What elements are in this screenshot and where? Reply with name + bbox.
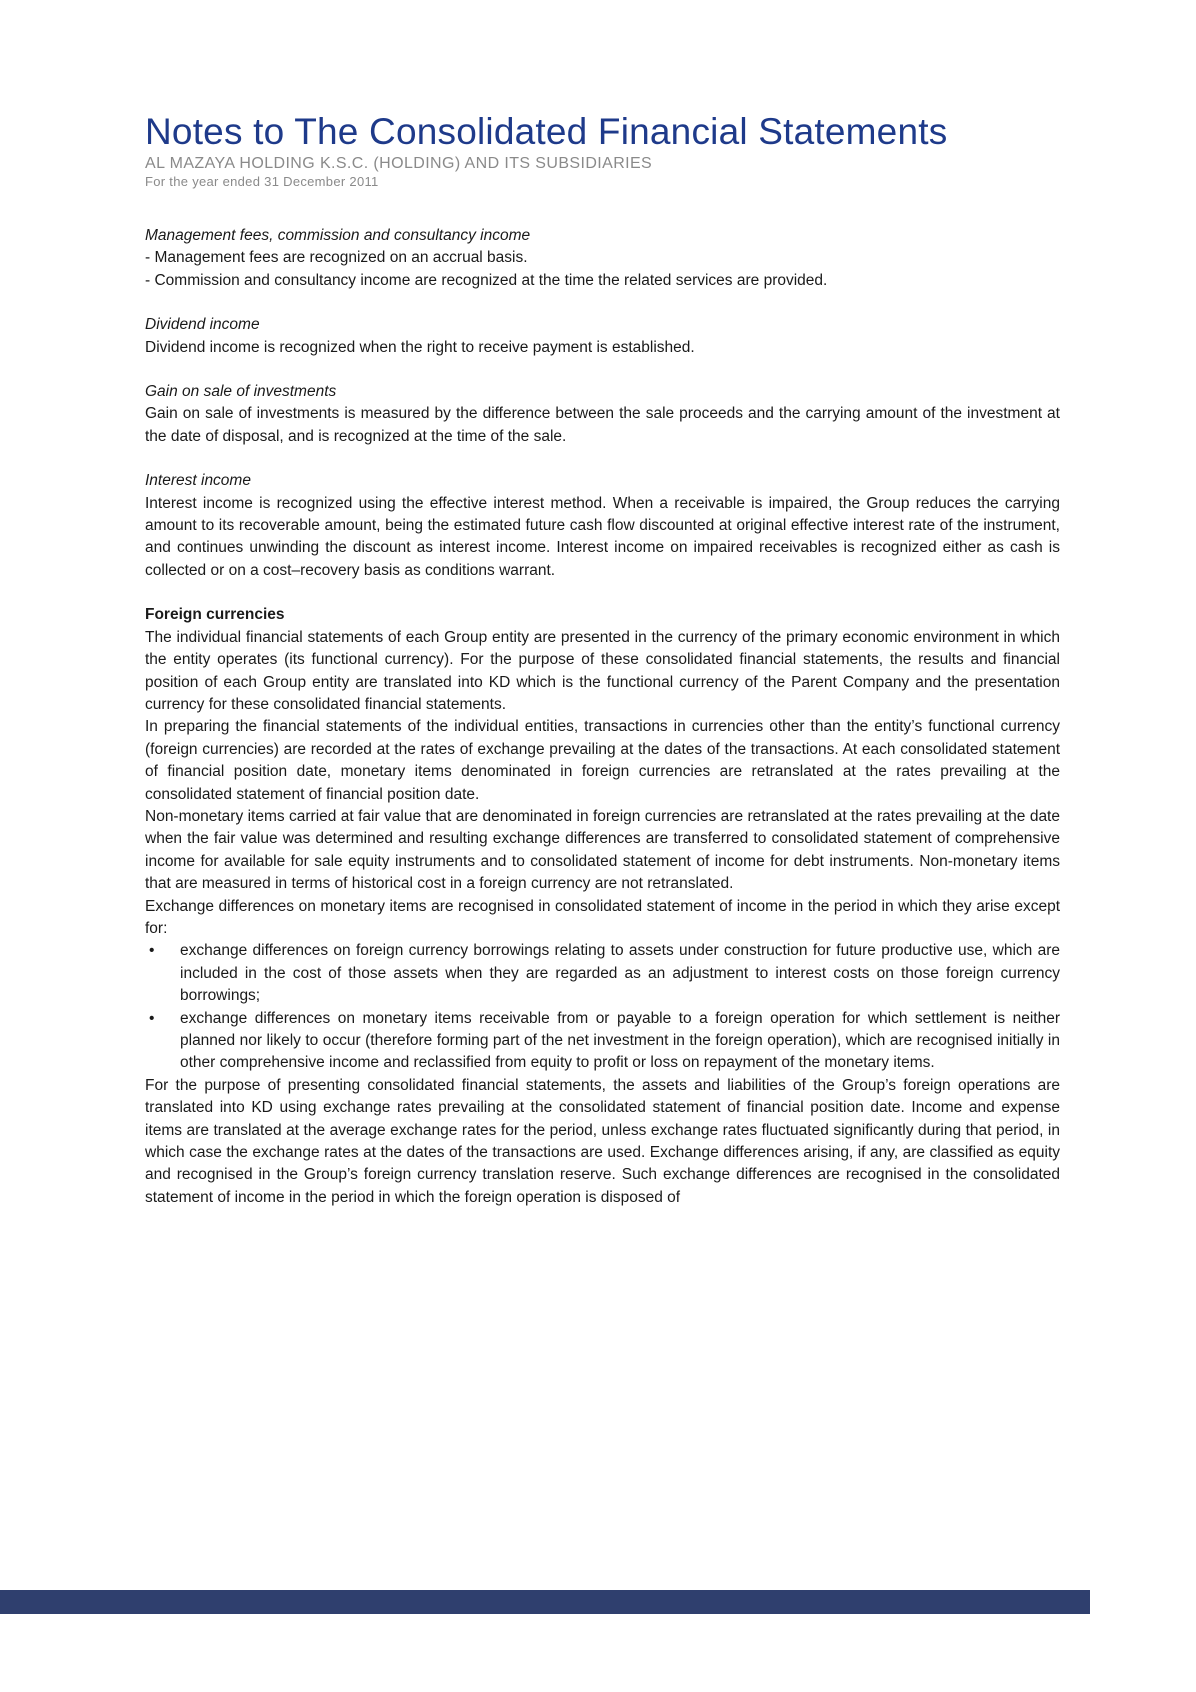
bullet-icon: • [149, 1009, 155, 1027]
reporting-period: For the year ended 31 December 2011 [145, 174, 379, 189]
paragraph: The individual financial statements of each Group entity are presented in the currency of the primary economic environment in which the entity operates (its functional currency). For the purpose of these consolidated financial statements, the results and financial position of each Group entity are translated into KD which is the functional currency of the Parent Company and the presentation currency for these consolidated financial statements. [145, 628, 1060, 713]
section-heading: Interest income [145, 472, 251, 490]
paragraph: In preparing the financial statements of the individual entities, transactions in currencies other than the entity’s functional currency (foreign currencies) are recorded at the rates of exchange prevailing at the dates of the transactions. At each consolidated statement of financial position date, monetary items denominated in foreign currencies are retranslated at the rates prevailing at the consolidated statement of financial position date. [145, 718, 1060, 803]
paragraph: Exchange differences on monetary items are recognised in consolidated statement of income in the period in which they arise except for: [145, 897, 1060, 937]
bullet-list [145, 940, 1060, 1074]
paragraph: Interest income is recognized using the effective interest method. When a receivable is impaired, the Group reduces the carrying amount to its recoverable amount, being the estimated future cash flow discounted at original effective interest rate of the instrument, and continues unwinding the discount as interest income. Interest income on impaired receivables is recognized either as cash is collected or on a cost–recovery basis as conditions warrant. [145, 494, 1060, 579]
section-gain-on-sale [145, 381, 1060, 448]
list-item-text: exchange differences on foreign currency borrowings relating to assets under construction for future productive use, which are included in the cost of those assets when they are regarded as an adjustment to interest costs on those foreign currency borrowings; [180, 942, 1060, 1005]
page-title: Notes to The Consolidated Financial Statements [145, 111, 948, 152]
section-management-fees [145, 225, 1060, 292]
paragraph: For the purpose of presenting consolidated financial statements, the assets and liabilities of the Group’s foreign operations are translated into KD using exchange rates prevailing at the consolidated statement of financial position date. Income and expense items are translated at the average exchange rates for the period, unless exchange rates fluctuated significantly during that period, in which case the exchange rates at the dates of the transactions are used. Exchange differences arising, if any, are classified as equity and recognised in the Group’s foreign currency translation reserve. Such exchange differences are recognised in the consolidated statement of income in the period in which the foreign operation is disposed of [145, 1076, 1060, 1206]
company-name: AL MAZAYA HOLDING K.S.C. (HOLDING) AND ITS SUBSIDIARIES [145, 155, 653, 172]
paragraph: - Management fees are recognized on an accrual basis. [145, 249, 528, 267]
footer-bar [0, 1590, 1090, 1614]
paragraph: Gain on sale of investments is measured by the difference between the sale proceeds and the carrying amount of the investment at the date of disposal, and is recognized at the time of the sale. [145, 405, 1060, 445]
paragraph: - Commission and consultancy income are recognized at the time the related services are provided. [145, 271, 828, 289]
section-foreign-currencies [145, 604, 1060, 1209]
notes-body [145, 225, 1060, 1231]
list-item-text: exchange differences on monetary items receivable from or payable to a foreign operation for which settlement is neither planned nor likely to occur (therefore forming part of the net investment in the foreign operation), which are recognised initially in other comprehensive income and reclassified from equity to profit or loss on repayment of the monetary items. [180, 1009, 1060, 1072]
page-header [145, 110, 1065, 191]
section-heading: Dividend income [145, 316, 260, 334]
section-heading: Gain on sale of investments [145, 383, 337, 401]
section-dividend-income [145, 314, 1060, 359]
bullet-icon: • [149, 942, 155, 960]
list-item [145, 1008, 1060, 1075]
list-item [145, 940, 1060, 1007]
paragraph: Non-monetary items carried at fair value that are denominated in foreign currencies are retranslated at the rates prevailing at the date when the fair value was determined and resulting exchange differences are transferred to consolidated statement of comprehensive income for available for sale equity instruments and to consolidated statement of income for debt instruments. Non-monetary items that are measured in terms of historical cost in a foreign currency are not retranslated. [145, 807, 1060, 893]
section-heading: Foreign currencies [145, 606, 285, 624]
paragraph: Dividend income is recognized when the right to receive payment is established. [145, 338, 695, 356]
section-interest-income [145, 470, 1060, 582]
section-heading: Management fees, commission and consultancy income [145, 227, 531, 244]
